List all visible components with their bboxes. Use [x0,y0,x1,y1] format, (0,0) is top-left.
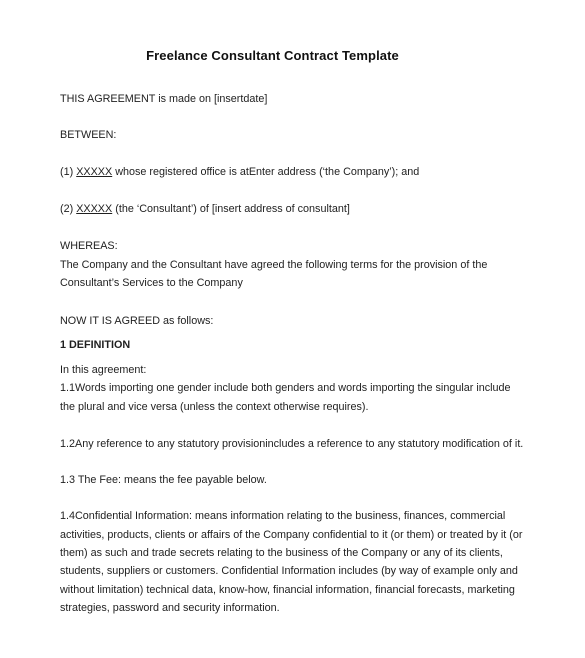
party-2-text: (the ‘Consultant’) of [insert address of consultant] [112,203,350,215]
party-1-line [60,165,419,179]
agreed-heading: NOW IT IS AGREED as follows: [60,315,214,327]
whereas-heading: WHEREAS: [60,240,118,252]
agreement-date-line: THIS AGREEMENT is made on [insertdate] [60,93,268,105]
whereas-text-line-2: Consultant’s Services to the Company [60,277,243,289]
party-2-line [60,202,350,216]
clause-1-4-line-4: students, suppliers or customers. Confidential Information includes (by way of example only and [60,565,518,577]
whereas-text-line-1: The Company and the Consultant have agreed the following terms for the provision of the [60,259,488,271]
between-heading: BETWEEN: [60,129,117,141]
party-2-prefix: (2) [60,203,77,215]
section-1-heading: 1 DEFINITION [60,339,131,351]
clause-1-4-line-3: them) as such and trade secrets relating to the business of the Company or any of its clients, [60,547,503,559]
clause-1-3: 1.3 The Fee: means the fee payable below. [60,474,267,486]
clause-1-4-line-2: activities, products, clients or affairs of the Company confidential to it (or them) or treated by it (or [60,529,523,541]
section-1-intro: In this agreement: [60,364,147,376]
clause-1-1-line-2: the plural and vice versa (unless the context otherwise requires). [60,401,369,413]
document-title: Freelance Consultant Contract Template [146,48,399,63]
party-2-placeholder: XXXXX [76,203,113,215]
party-1-prefix: (1) [60,166,77,178]
party-1-text: whose registered office is atEnter address (‘the Company’); and [112,166,420,178]
clause-1-4-line-5: without limitation) technical data, know-how, financial information, financial forecasts, marketing [60,584,515,596]
clause-1-4-line-1: 1.4Confidential Information: means information relating to the business, finances, commercial [60,510,506,522]
party-1-placeholder: XXXXX [76,166,113,178]
clause-1-2: 1.2Any reference to any statutory provisionincludes a reference to any statutory modification of it. [60,438,524,450]
clause-1-4-line-6: strategies, password and security information. [60,602,280,614]
clause-1-1-line-1: 1.1Words importing one gender include both genders and words importing the singular include [60,382,511,394]
